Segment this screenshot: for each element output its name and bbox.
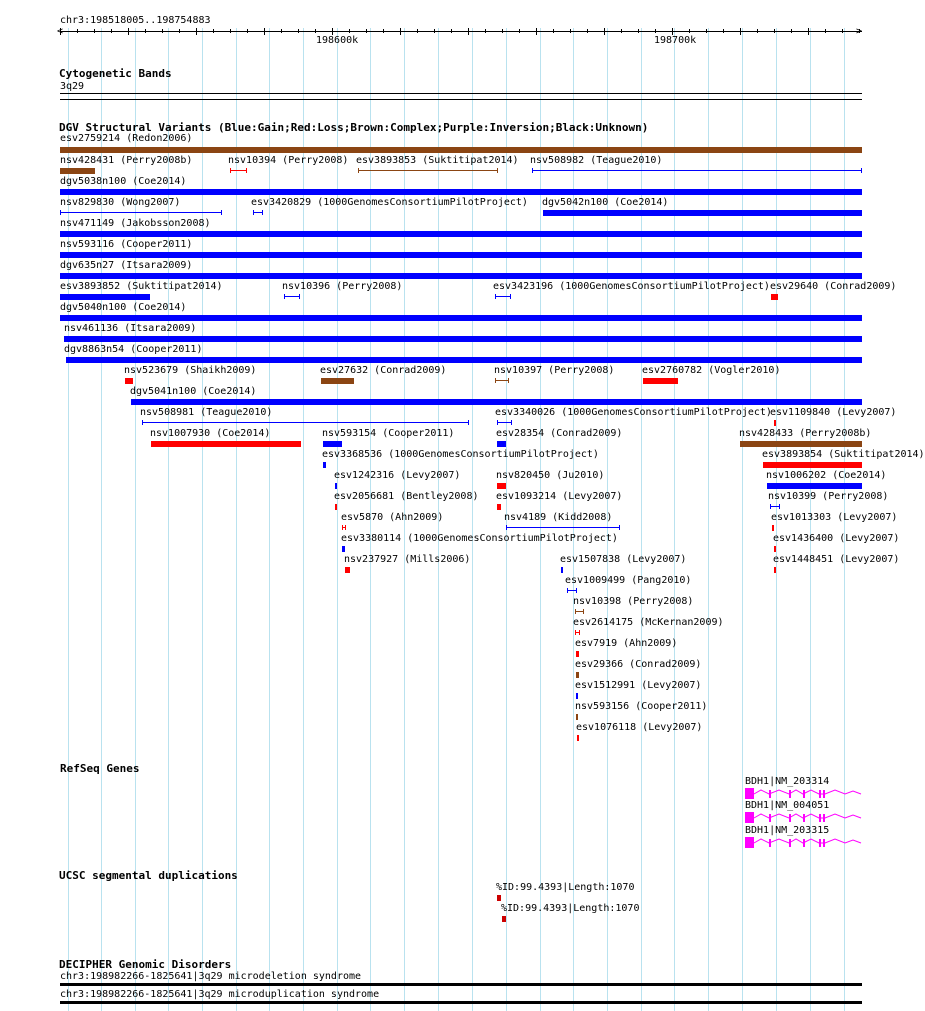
dgv-variant-bar[interactable] <box>60 273 862 279</box>
dgv-variant-span[interactable] <box>142 420 469 425</box>
dgv-variant-line <box>285 296 299 297</box>
dgv-variant-bar[interactable] <box>561 567 563 573</box>
dgv-variant-bar[interactable] <box>342 546 345 552</box>
dgv-variant-line <box>61 212 221 213</box>
dgv-variant-bar[interactable] <box>60 147 862 153</box>
dgv-variant-bar[interactable] <box>543 210 862 216</box>
dgv-variant-line <box>496 380 508 381</box>
decipher-feature-label[interactable]: chr3:198982266-1825641|3q29 microdeletion syndrome <box>60 971 362 982</box>
dgv-variant-line <box>254 212 262 213</box>
segdup-bar[interactable] <box>497 895 501 901</box>
refseq-gene-model[interactable] <box>745 836 865 850</box>
dgv-variant-label[interactable]: nsv829830 (Wong2007) <box>60 197 181 208</box>
dgv-variant-bar[interactable] <box>576 651 579 657</box>
dgv-variant-label[interactable]: nsv593154 (Cooper2011) <box>322 428 455 439</box>
dgv-variant-span[interactable] <box>575 630 580 635</box>
dgv-variant-label[interactable]: nsv428433 (Perry2008b) <box>739 428 872 439</box>
dgv-variant-line <box>231 170 246 171</box>
dgv-variant-label[interactable]: esv1009499 (Pang2010) <box>565 575 692 586</box>
dgv-variant-line <box>343 527 345 528</box>
dgv-variant-label[interactable]: esv5870 (Ahn2009) <box>341 512 444 523</box>
dgv-variant-label[interactable]: nsv10398 (Perry2008) <box>573 596 694 607</box>
dgv-variant-bar[interactable] <box>767 483 862 489</box>
dgv-variant-label[interactable]: esv1076118 (Levy2007) <box>576 722 703 733</box>
decipher-feature-bar[interactable] <box>60 983 862 986</box>
dgv-variant-label[interactable]: nsv237927 (Mills2006) <box>344 554 471 565</box>
dgv-variant-bar[interactable] <box>497 504 501 510</box>
dgv-variant-label[interactable]: esv2759214 (Redon2006) <box>60 133 193 144</box>
dgv-variant-label[interactable]: nsv820450 (Ju2010) <box>496 470 605 481</box>
dgv-variant-label[interactable]: esv2614175 (McKernan2009) <box>573 617 724 628</box>
dgv-variant-label[interactable]: dgv5040n100 (Coe2014) <box>60 302 187 313</box>
dgv-variant-span[interactable] <box>342 525 346 530</box>
gridline <box>303 28 304 1011</box>
dgv-variant-label[interactable]: esv3368536 (1000GenomesConsortiumPilotProject) <box>322 449 599 460</box>
gridline <box>269 28 270 1011</box>
dgv-variant-span[interactable] <box>253 210 263 215</box>
dgv-variant-line <box>496 296 510 297</box>
gridline <box>202 28 203 1011</box>
dgv-variant-label[interactable]: esv3380114 (1000GenomesConsortiumPilotProject) <box>341 533 618 544</box>
dgv-variant-line <box>533 170 861 171</box>
dgv-variant-label[interactable]: nsv593116 (Cooper2011) <box>60 239 193 250</box>
dgv-variant-bar[interactable] <box>772 525 774 531</box>
dgv-variant-label[interactable]: esv3340026 (1000GenomesConsortiumPilotProject) <box>495 407 772 418</box>
dgv-variant-label[interactable]: nsv10399 (Perry2008) <box>768 491 889 502</box>
refseq-exon <box>745 788 754 799</box>
ruler-label: 198700k <box>654 35 697 46</box>
dgv-variant-bar[interactable] <box>577 735 579 741</box>
dgv-variant-label[interactable]: nsv10397 (Perry2008) <box>494 365 615 376</box>
dgv-variant-label[interactable]: esv28354 (Conrad2009) <box>496 428 623 439</box>
dgv-variant-span[interactable] <box>506 525 620 530</box>
ruler-right-arrow: > <box>856 26 863 37</box>
dgv-variant-label[interactable]: dgv8863n54 (Cooper2011) <box>64 344 203 355</box>
dgv-variant-label[interactable]: esv1507838 (Levy2007) <box>560 554 687 565</box>
dgv-variant-label[interactable]: nsv10394 (Perry2008) <box>228 155 349 166</box>
cytoband-track-title[interactable]: Cytogenetic Bands <box>59 67 172 80</box>
dgv-variant-bar[interactable] <box>576 714 578 720</box>
dgv-variant-span[interactable] <box>60 210 222 215</box>
segdup-track-title[interactable]: UCSC segmental duplications <box>59 869 238 882</box>
dgv-variant-label[interactable]: dgv5038n100 (Coe2014) <box>60 176 187 187</box>
dgv-variant-label[interactable]: dgv5042n100 (Coe2014) <box>542 197 669 208</box>
decipher-feature-bar[interactable] <box>60 1001 862 1004</box>
dgv-variant-label[interactable]: esv3420829 (1000GenomesConsortiumPilotProject) <box>251 197 528 208</box>
gridline <box>674 28 675 1011</box>
refseq-gene-label[interactable]: BDH1|NM_004051 <box>745 800 830 811</box>
dgv-variant-bar[interactable] <box>321 378 354 384</box>
dgv-variant-bar[interactable] <box>774 546 776 552</box>
dgv-variant-line <box>143 422 468 423</box>
dgv-variant-label[interactable]: nsv1006202 (Coe2014) <box>766 470 887 481</box>
dgv-variant-bar[interactable] <box>125 378 133 384</box>
dgv-variant-bar[interactable] <box>497 483 506 489</box>
dgv-variant-label[interactable]: esv2056681 (Bentley2008) <box>334 491 479 502</box>
dgv-variant-bar[interactable] <box>60 168 95 174</box>
dgv-variant-label[interactable]: esv3893852 (Suktitipat2014) <box>60 281 223 292</box>
segdup-bar[interactable] <box>502 916 506 922</box>
dgv-variant-label[interactable]: esv1436400 (Levy2007) <box>773 533 900 544</box>
dgv-variant-span[interactable] <box>532 168 862 173</box>
dgv-variant-span[interactable] <box>497 420 512 425</box>
dgv-variant-span[interactable] <box>495 294 511 299</box>
dgv-variant-label[interactable]: nsv1007930 (Coe2014) <box>150 428 271 439</box>
segdup-label[interactable]: %ID:99.4393|Length:1070 <box>501 903 640 914</box>
dgv-variant-label[interactable]: nsv461136 (Itsara2009) <box>64 323 197 334</box>
ruler-axis <box>60 31 862 32</box>
cytoband-line <box>60 99 862 100</box>
coordinate-label: chr3:198518005..198754883 <box>60 15 211 26</box>
decipher-feature-label[interactable]: chr3:198982266-1825641|3q29 microduplication syndrome <box>60 989 380 1000</box>
ruler-left-arrow: < <box>57 26 64 37</box>
dgv-variant-span[interactable] <box>770 504 780 509</box>
dgv-variant-label[interactable]: esv1448451 (Levy2007) <box>773 554 900 565</box>
refseq-gene-label[interactable]: BDH1|NM_203315 <box>745 825 830 836</box>
dgv-variant-label[interactable]: nsv508982 (Teague2010) <box>530 155 663 166</box>
dgv-variant-bar[interactable] <box>740 441 862 447</box>
cytoband-label: 3q29 <box>60 81 85 92</box>
dgv-variant-label[interactable]: nsv4189 (Kidd2008) <box>504 512 613 523</box>
dgv-variant-bar[interactable] <box>345 567 350 573</box>
dgv-variant-label[interactable]: esv3423196 (1000GenomesConsortiumPilotProject) <box>493 281 770 292</box>
dgv-variant-bar[interactable] <box>774 567 776 573</box>
dgv-variant-bar[interactable] <box>60 189 862 195</box>
dgv-variant-bar[interactable] <box>323 462 326 468</box>
refseq-gene-label[interactable]: BDH1|NM_203314 <box>745 776 830 787</box>
dgv-variant-bar[interactable] <box>643 378 678 384</box>
dgv-variant-bar[interactable] <box>335 483 337 489</box>
gridline <box>472 28 473 1011</box>
refseq-track-title[interactable]: RefSeq Genes <box>60 762 140 775</box>
gridline <box>337 28 338 1011</box>
dgv-variant-bar[interactable] <box>66 357 862 363</box>
dgv-variant-line <box>507 527 619 528</box>
dgv-variant-label[interactable]: esv2760782 (Vogler2010) <box>642 365 781 376</box>
dgv-variant-label[interactable]: nsv10396 (Perry2008) <box>282 281 403 292</box>
dgv-variant-line <box>498 422 511 423</box>
dgv-variant-label[interactable]: dgv635n27 (Itsara2009) <box>60 260 193 271</box>
dgv-variant-label[interactable]: nsv471149 (Jakobsson2008) <box>60 218 211 229</box>
dgv-variant-label[interactable]: esv1093214 (Levy2007) <box>496 491 623 502</box>
dgv-variant-bar[interactable] <box>576 693 578 699</box>
dgv-variant-line <box>771 506 779 507</box>
refseq-exon <box>745 812 754 823</box>
gridline <box>742 28 743 1011</box>
decipher-track-title[interactable]: DECIPHER Genomic Disorders <box>59 958 232 971</box>
dgv-variant-label[interactable]: esv3893853 (Suktitipat2014) <box>356 155 519 166</box>
dgv-variant-bar[interactable] <box>60 231 862 237</box>
dgv-variant-span[interactable] <box>495 378 509 383</box>
dgv-variant-line <box>568 590 576 591</box>
ruler-label: 198600k <box>316 35 359 46</box>
dgv-variant-line <box>576 632 579 633</box>
dgv-variant-label[interactable]: esv1242316 (Levy2007) <box>334 470 461 481</box>
dgv-variant-bar[interactable] <box>771 294 778 300</box>
dgv-variant-bar[interactable] <box>763 462 862 468</box>
dgv-variant-label[interactable]: esv29640 (Conrad2009) <box>770 281 897 292</box>
dgv-variant-label[interactable]: esv7919 (Ahn2009) <box>575 638 678 649</box>
dgv-variant-span[interactable] <box>284 294 300 299</box>
dgv-variant-bar[interactable] <box>323 441 342 447</box>
dgv-variant-label[interactable]: esv1013303 (Levy2007) <box>771 512 898 523</box>
dgv-variant-label[interactable]: esv27632 (Conrad2009) <box>320 365 447 376</box>
dgv-variant-bar[interactable] <box>497 441 506 447</box>
dgv-variant-line <box>359 170 497 171</box>
cytoband-line <box>60 93 862 94</box>
dgv-variant-label[interactable]: nsv523679 (Shaikh2009) <box>124 365 257 376</box>
dgv-variant-line <box>576 611 583 612</box>
dgv-variant-label[interactable]: nsv593156 (Cooper2011) <box>575 701 708 712</box>
dgv-variant-label[interactable]: esv1512991 (Levy2007) <box>575 680 702 691</box>
dgv-variant-bar[interactable] <box>131 399 862 405</box>
dgv-variant-label[interactable]: esv29366 (Conrad2009) <box>575 659 702 670</box>
refseq-gene-model[interactable] <box>745 787 865 801</box>
dgv-track-title[interactable]: DGV Structural Variants (Blue:Gain;Red:Loss;Brown:Complex;Purple:Inversion;Black:Unknown) <box>59 121 649 134</box>
gridline <box>641 28 642 1011</box>
dgv-variant-label[interactable]: esv1109840 (Levy2007) <box>770 407 897 418</box>
dgv-variant-label[interactable]: esv3893854 (Suktitipat2014) <box>762 449 925 460</box>
dgv-variant-bar[interactable] <box>60 315 862 321</box>
dgv-variant-bar[interactable] <box>576 672 579 678</box>
gridline <box>708 28 709 1011</box>
gridline <box>236 28 237 1011</box>
dgv-variant-label[interactable]: dgv5041n100 (Coe2014) <box>130 386 257 397</box>
dgv-variant-span[interactable] <box>230 168 247 173</box>
dgv-variant-bar[interactable] <box>774 420 776 426</box>
dgv-variant-label[interactable]: nsv428431 (Perry2008b) <box>60 155 193 166</box>
dgv-variant-bar[interactable] <box>64 336 862 342</box>
dgv-variant-span[interactable] <box>575 609 584 614</box>
refseq-gene-model[interactable] <box>745 811 865 825</box>
dgv-variant-bar[interactable] <box>335 504 337 510</box>
dgv-variant-span[interactable] <box>358 168 498 173</box>
dgv-variant-bar[interactable] <box>151 441 301 447</box>
dgv-variant-span[interactable] <box>567 588 577 593</box>
segdup-label[interactable]: %ID:99.4393|Length:1070 <box>496 882 635 893</box>
dgv-variant-label[interactable]: nsv508981 (Teague2010) <box>140 407 273 418</box>
refseq-exon <box>745 837 754 848</box>
dgv-variant-bar[interactable] <box>60 294 150 300</box>
dgv-variant-bar[interactable] <box>60 252 862 258</box>
